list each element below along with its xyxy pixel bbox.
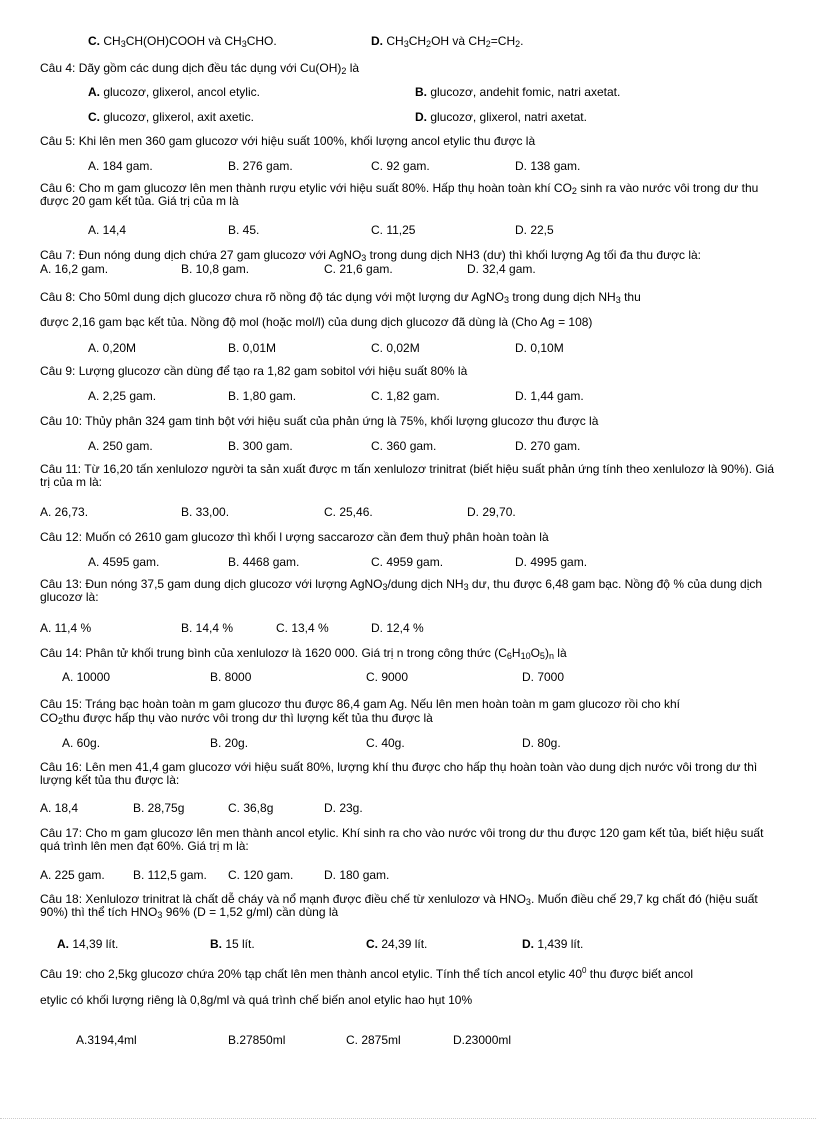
question-9: Câu 9: Lượng glucozơ cần dùng để tạo ra 1,82 gam sobitol với hiệu suất 80% là	[40, 364, 468, 378]
q13-option-c: C. 13,4 %	[276, 621, 329, 635]
q13-option-d: D. 12,4 %	[371, 621, 424, 635]
question-17: Câu 17: Cho m gam glucozơ lên men thành ancol etylic. Khí sinh ra cho vào nước vôi trong dư thu được 120 gam kết tủa, biết hiệu suất quá trình lên men đạt 60%. Giá trị m là:	[40, 826, 764, 853]
q16-option-b: B. 28,75g	[133, 801, 185, 815]
q11-option-a: A. 26,73.	[40, 505, 89, 519]
q16-option-a: A. 18,4	[40, 801, 79, 815]
q10-option-a: A. 250 gam.	[88, 439, 153, 453]
q16-option-d: D. 23g.	[324, 801, 363, 815]
q9-option-d: D. 1,44 gam.	[515, 389, 584, 403]
q8-option-a: A. 0,20M	[88, 341, 137, 355]
q11-option-d: D. 29,70.	[467, 505, 516, 519]
question-7: Câu 7: Đun nóng dung dịch chứa 27 gam glucozơ với AgNO$_3$ trong dung dịch NH3 (dư) thì khối lượng Ag tối đa thu được là:	[40, 248, 701, 263]
question-11: Câu 11: Từ 16,20 tấn xenlulozơ người ta sản xuất được m tấn xenlulozơ trinitrat (biết hiệu suất phản ứng tính theo xenlulozơ là 90%). Giá trị của m là:	[40, 462, 775, 489]
q7-option-a: A. 16,2 gam.	[40, 262, 109, 276]
question-19-line-2: etylic có khối lượng riêng là 0,8g/ml và quá trình chế biến anol etylic hao hụt 10%	[40, 993, 473, 1007]
q4-option-a: A. glucozơ, glixerol, ancol etylic.	[88, 85, 260, 99]
q15-option-d: D. 80g.	[522, 736, 561, 750]
q17-option-c: C. 120 gam.	[228, 868, 294, 882]
q17-option-d: D. 180 gam.	[324, 868, 390, 882]
q12-option-a: A. 4595 gam.	[88, 555, 160, 569]
q12-option-d: D. 4995 gam.	[515, 555, 588, 569]
question-15: Câu 15: Tráng bạc hoàn toàn m gam glucozơ thu được 86,4 gam Ag. Nếu lên men hoàn toàn m gam glucozơ rồi cho khí	[40, 697, 681, 711]
q17-option-b: B. 112,5 gam.	[133, 868, 207, 882]
q5-option-d: D. 138 gam.	[515, 159, 581, 173]
q10-option-b: B. 300 gam.	[228, 439, 293, 453]
q6-option-c: C. 11,25	[371, 223, 416, 237]
q7-option-b: B. 10,8 gam.	[181, 262, 250, 276]
q12-option-c: C. 4959 gam.	[371, 555, 444, 569]
q14-option-a: A. 10000	[62, 670, 111, 684]
q10-option-c: C. 360 gam.	[371, 439, 437, 453]
q18-option-c: C. 24,39 lít.	[366, 937, 428, 951]
q5-option-b: B. 276 gam.	[228, 159, 293, 173]
q6-option-b: B. 45.	[228, 223, 260, 237]
q8-option-d: D. 0,10M	[515, 341, 564, 355]
q4-option-b: B. glucozơ, andehit fomic, natri axetat.	[415, 85, 621, 99]
question-12: Câu 12: Muốn có 2610 gam glucozơ thì khối l ượng saccarozơ cần đem thuỷ phân hoàn toàn là	[40, 530, 549, 544]
question-10: Câu 10: Thủy phân 324 gam tinh bột với hiệu suất của phản ứng là 75%, khối lượng glucozơ thu được là	[40, 414, 599, 428]
q13-option-a: A. 11,4 %	[40, 621, 92, 635]
q15-option-a: A. 60g.	[62, 736, 101, 750]
q14-option-d: D. 7000	[522, 670, 565, 684]
q18-option-d: D. 1,439 lít.	[522, 937, 584, 951]
q3-option-d: D. $CH_3CH_2OH$ và $CH_2=CH_2$.	[371, 34, 524, 49]
q14-option-c: C. 9000	[366, 670, 409, 684]
question-13: Câu 13: Đun nóng 37,5 gam dung dịch glucozơ với lượng AgNO$_3$/dung dịch $NH_3$ dư, thu được 6,48 gam bạc. Nồng độ % của dung dịch glucozơ là:	[40, 577, 763, 604]
q4-option-c: C. glucozơ, glixerol, axit axetic.	[88, 110, 254, 124]
q11-option-b: B. 33,00.	[181, 505, 230, 519]
page-bottom-divider	[0, 1118, 816, 1119]
q19-option-d: D.23000ml	[453, 1033, 512, 1047]
q19-option-b: B.27850ml	[228, 1033, 286, 1047]
q6-option-d: D. 22,5	[515, 223, 554, 237]
q11-option-c: C. 25,46.	[324, 505, 373, 519]
q12-option-b: B. 4468 gam.	[228, 555, 300, 569]
q17-option-a: A. 225 gam.	[40, 868, 105, 882]
question-18: Câu 18: Xenlulozơ trinitrat là chất dễ cháy và nổ mạnh được điều chế từ xenlulozơ và $HNO_3$. Muốn điều chế 29,7 kg chất đó (hiệu suất 90%) thì thể tích $HNO_3$ 96% (D = 1,52 g/ml) cần dùng là	[40, 892, 758, 920]
question-16: Câu 16: Lên men 41,4 gam glucozơ với hiệu suất 80%, lượng khí thu được cho hấp thụ hoàn toàn vào dung dịch nước vôi trong dư thì lượng kết tủa thu được là:	[40, 760, 758, 787]
question-4: Câu 4: Dãy gồm các dung dịch đều tác dụng với $Cu(OH)_2$ là	[40, 61, 360, 76]
question-8: Câu 8: Cho 50ml dung dịch glucozơ chưa rõ nồng độ tác dụng với một lượng dư AgNO$_3$ trong dung dịch $NH_3$ thu	[40, 290, 641, 305]
q8-option-b: B. 0,01M	[228, 341, 277, 355]
q15-option-b: B. 20g.	[210, 736, 249, 750]
q10-option-d: D. 270 gam.	[515, 439, 581, 453]
q16-option-c: C. 36,8g	[228, 801, 274, 815]
q7-option-d: D. 32,4 gam.	[467, 262, 536, 276]
q15-option-c: C. 40g.	[366, 736, 405, 750]
q19-option-c: C. 2875ml	[346, 1033, 401, 1047]
q18-option-a: A. 14,39 lít.	[57, 937, 119, 951]
q4-option-d: D. glucozơ, glixerol, natri axetat.	[415, 110, 587, 124]
q14-option-b: B. 8000	[210, 670, 252, 684]
q19-option-a: A.3194,4ml	[76, 1033, 137, 1047]
q5-option-a: A. 184 gam.	[88, 159, 153, 173]
q9-option-b: B. 1,80 gam.	[228, 389, 297, 403]
q5-option-c: C. 92 gam.	[371, 159, 430, 173]
q7-option-c: C. 21,6 gam.	[324, 262, 393, 276]
q9-option-c: C. 1,82 gam.	[371, 389, 440, 403]
q18-option-b: B. 15 lít.	[210, 937, 255, 951]
q13-option-b: B. 14,4 %	[181, 621, 234, 635]
q8-option-c: C. 0,02M	[371, 341, 420, 355]
question-5: Câu 5: Khi lên men 360 gam glucozơ với hiệu suất 100%, khối lượng ancol etylic thu được là	[40, 134, 536, 148]
question-15-line-2: $CO_2thu$ được hấp thụ vào nước vôi trong dư thì lượng kết tủa thu được là	[40, 711, 433, 726]
question-6: Câu 6: Cho m gam glucozơ lên men thành rượu etylic với hiệu suất 80%. Hấp thụ hoàn toàn khí $CO_2$ sinh ra vào nước vôi trong dư thu được 20 gam kết tủa. Giá trị của m là	[40, 181, 759, 208]
q3-option-c: C. $CH_3CH(OH)COOH$ và $CH_3CHO$.	[88, 34, 277, 49]
question-8-line-2: được 2,16 gam bạc kết tủa. Nồng độ mol (hoặc mol/l) của dung dịch glucozơ đã dùng là (Cho Ag = 108)	[40, 315, 593, 329]
question-19: Câu 19: cho 2,5kg glucozơ chứa 20% tạp chất lên men thành ancol etylic. Tính thể tích ancol etylic $40^0$ thu được biết ancol	[40, 966, 694, 981]
q9-option-a: A. 2,25 gam.	[88, 389, 157, 403]
q6-option-a: A. 14,4	[88, 223, 127, 237]
question-14: Câu 14: Phân tử khối trung bình của xenlulozơ là 1620 000. Giá trị n trong công thức $(C_6H_{10}O_5)_n$ là	[40, 646, 567, 661]
